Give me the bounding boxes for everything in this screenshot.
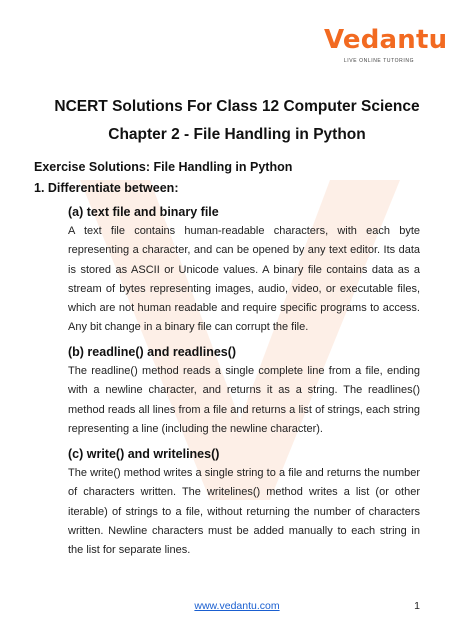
page-number: 1 — [414, 600, 420, 612]
document-title — [0, 93, 474, 149]
section-c-heading: (c) write() and writelines() — [68, 447, 220, 461]
logo-tagline: LIVE ONLINE TUTORING — [343, 58, 415, 64]
section-a-heading: (a) text file and binary file — [68, 205, 219, 219]
title-line-1: NCERT Solutions For Class 12 Computer Science — [54, 98, 420, 115]
question-heading: 1. Differentiate between: — [34, 181, 179, 195]
footer-website-link[interactable]: www.vedantu.com — [194, 600, 280, 612]
exercise-heading: Exercise Solutions: File Handling in Python — [34, 160, 293, 174]
section-c-body: The write() method writes a single string to a file and returns the number of characters written. The writelines() method writes a list (or other iterable) of strings to a file, without returning the number of characters written. Newline characters must be added manually to each string in the list for separate lines. — [68, 467, 420, 557]
section-b-body: The readline() method reads a single complete line from a file, ending with a newline character, and returns it as a string. The readlines() method reads all lines from a file and returns a list of strings, each string representing a line (including the newline character). — [68, 365, 420, 435]
vedantu-logo — [324, 25, 448, 64]
section-a-body: A text file contains human-readable characters, with each byte representing a character, and can be opened by any text editor. Its data is stored as ASCII or Unicode values. A binary file contains data as a stream of bytes representing images, audio, video, or executable files, which are not human readable and require specific programs to access. Any bit change in a binary file can corrupt the file. — [68, 225, 420, 334]
logo-wordmark: Vedantu — [324, 25, 448, 55]
section-b-heading: (b) readline() and readlines() — [68, 345, 237, 359]
title-line-2: Chapter 2 - File Handling in Python — [108, 126, 366, 143]
